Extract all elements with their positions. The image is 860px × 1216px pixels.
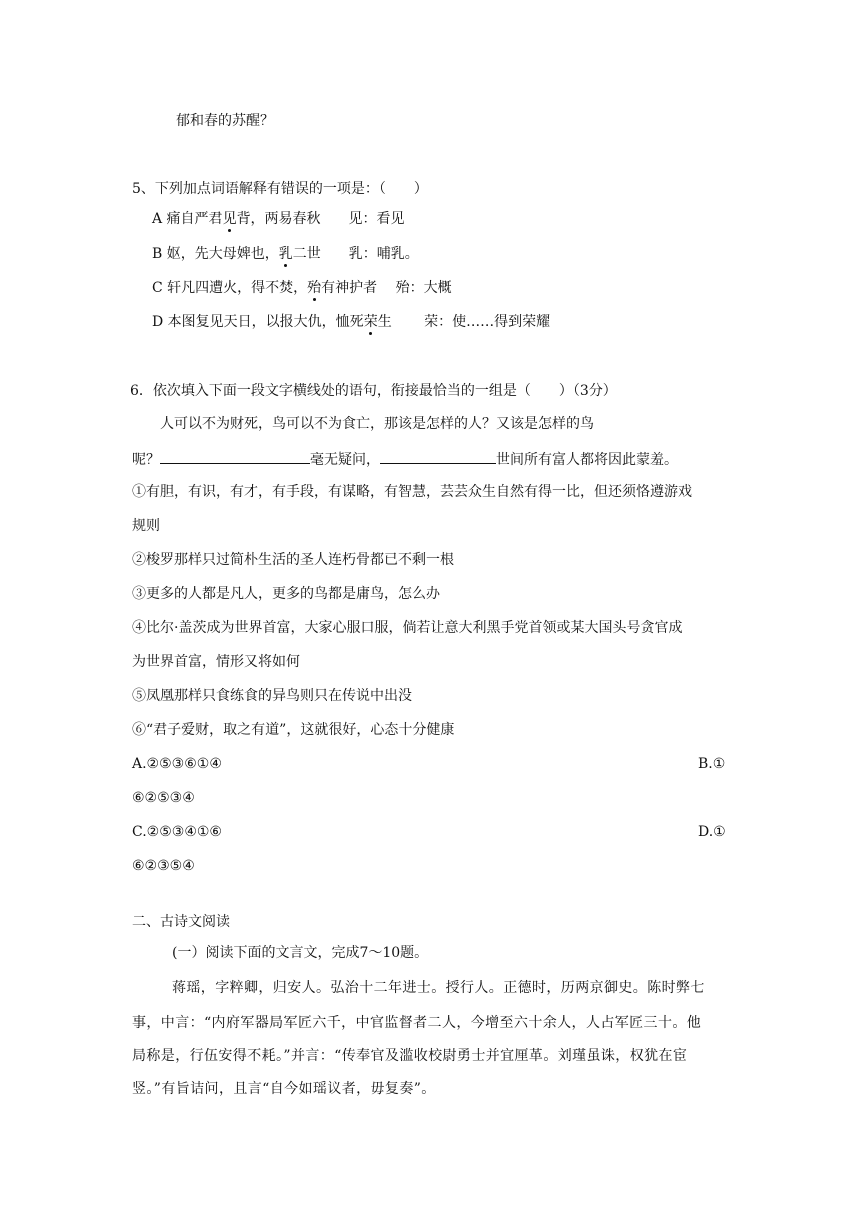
q5-c-text: C 轩凡四遭火，得不焚， xyxy=(152,280,308,296)
q5-b-text: B 妪，先大母婢也， xyxy=(152,246,279,262)
q6-text-3: 世间所有富人都将因此蒙羞。 xyxy=(496,452,678,468)
q5-a-dotted-word: 见 xyxy=(222,211,237,227)
q5-d-dotted-word: 荣 xyxy=(363,314,378,330)
classical-text-line-3: 局称是，行伍安得不耗。”并言：“传奉官及滥收校尉勇士并宜厘革。刘瑾虽诛，权犹在宦 xyxy=(132,1048,688,1064)
section-2-subheading: (一）阅读下面的文言文，完成7～10题。 xyxy=(172,945,429,961)
q5-d-text-2: 生 荣：使……得到荣耀 xyxy=(377,314,551,330)
q6-item-2: ②梭罗那样只过简朴生活的圣人连朽骨都已不剩一根 xyxy=(132,552,454,568)
q6-item-1: ①有胆，有识，有才，有手段，有谋略，有智慧，芸芸众生自然有得一比，但还须恪遵游戏 xyxy=(132,484,692,500)
answer-d-sequence: ⑥②③⑤④ xyxy=(132,858,195,874)
q5-option-a xyxy=(152,209,405,229)
q5-c-text-2: 有神护者 殆：大概 xyxy=(321,280,452,296)
text-line: 郁和春的苏醒？ xyxy=(176,113,274,129)
q5-b-dotted-word: 乳 xyxy=(278,246,293,262)
q5-option-c xyxy=(152,278,452,298)
q5-a-text: A 痛自严君 xyxy=(152,211,223,227)
answer-d-label: D.① xyxy=(698,824,726,840)
q6-item-4: ④比尔·盖茨成为世界首富，大家心服口服，倘若让意大利黑手党首领或某大国头号贪官成 xyxy=(132,620,683,636)
answer-c: C.②⑤③④①⑥ xyxy=(132,824,222,840)
question-5-title: 5、下列加点词语解释有错误的一项是：（ ） xyxy=(132,181,428,197)
q5-a-text-2: 背，两易春秋 见：看见 xyxy=(236,211,405,227)
fill-blank-1[interactable] xyxy=(160,448,310,464)
classical-text-line-2: 事，中言：“内府军器局军匠六千，中官监督者二人，今增至六十余人，人占军匠三十。他 xyxy=(132,1015,702,1031)
answer-b-label: B.① xyxy=(698,756,726,772)
q5-b-text-2: 二世 乳：哺乳。 xyxy=(292,246,419,262)
question-6-title: 6．依次填入下面一段文字横线处的语句，衔接最恰当的一组是（ ）（3分） xyxy=(130,383,617,399)
q6-passage-line-2 xyxy=(132,448,678,470)
q6-passage-line-1: 人可以不为财死，鸟可以不为食亡，那该是怎样的人？又该是怎样的鸟 xyxy=(160,416,594,432)
answer-a: A.②⑤③⑥①④ xyxy=(132,756,222,772)
q5-option-d xyxy=(152,312,550,332)
q6-item-5: ⑤凤凰那样只食练食的异鸟则只在传说中出没 xyxy=(132,688,412,704)
q5-d-text: D 本图复见天日，以报大仇，恤死 xyxy=(152,314,364,330)
q6-text-2: 毫无疑问， xyxy=(310,452,380,468)
q6-item-6: ⑥“君子爱财，取之有道”，这就很好，心态十分健康 xyxy=(132,722,455,738)
answer-b-sequence: ⑥②⑤③④ xyxy=(132,790,195,806)
classical-text-line-4: 竖。”有旨诘问，且言“自今如瑶议者，毋复奏”。 xyxy=(132,1081,436,1097)
fill-blank-2[interactable] xyxy=(380,448,496,464)
q6-text: 呢？ xyxy=(132,452,160,468)
section-2-heading: 二、古诗文阅读 xyxy=(132,914,230,930)
q5-c-dotted-word: 殆 xyxy=(307,280,322,296)
q6-item-3: ③更多的人都是凡人，更多的鸟都是庸鸟，怎么办 xyxy=(132,586,440,602)
classical-text-line-1: 蒋瑶，字粹卿，归安人。弘治十二年进士。授行人。正德时，历两京御史。陈时弊七 xyxy=(172,980,705,996)
q6-item-4-cont: 为世界首富，情形又将如何 xyxy=(132,654,300,670)
q6-item-1-cont: 规则 xyxy=(132,518,160,534)
q5-option-b xyxy=(152,244,419,264)
